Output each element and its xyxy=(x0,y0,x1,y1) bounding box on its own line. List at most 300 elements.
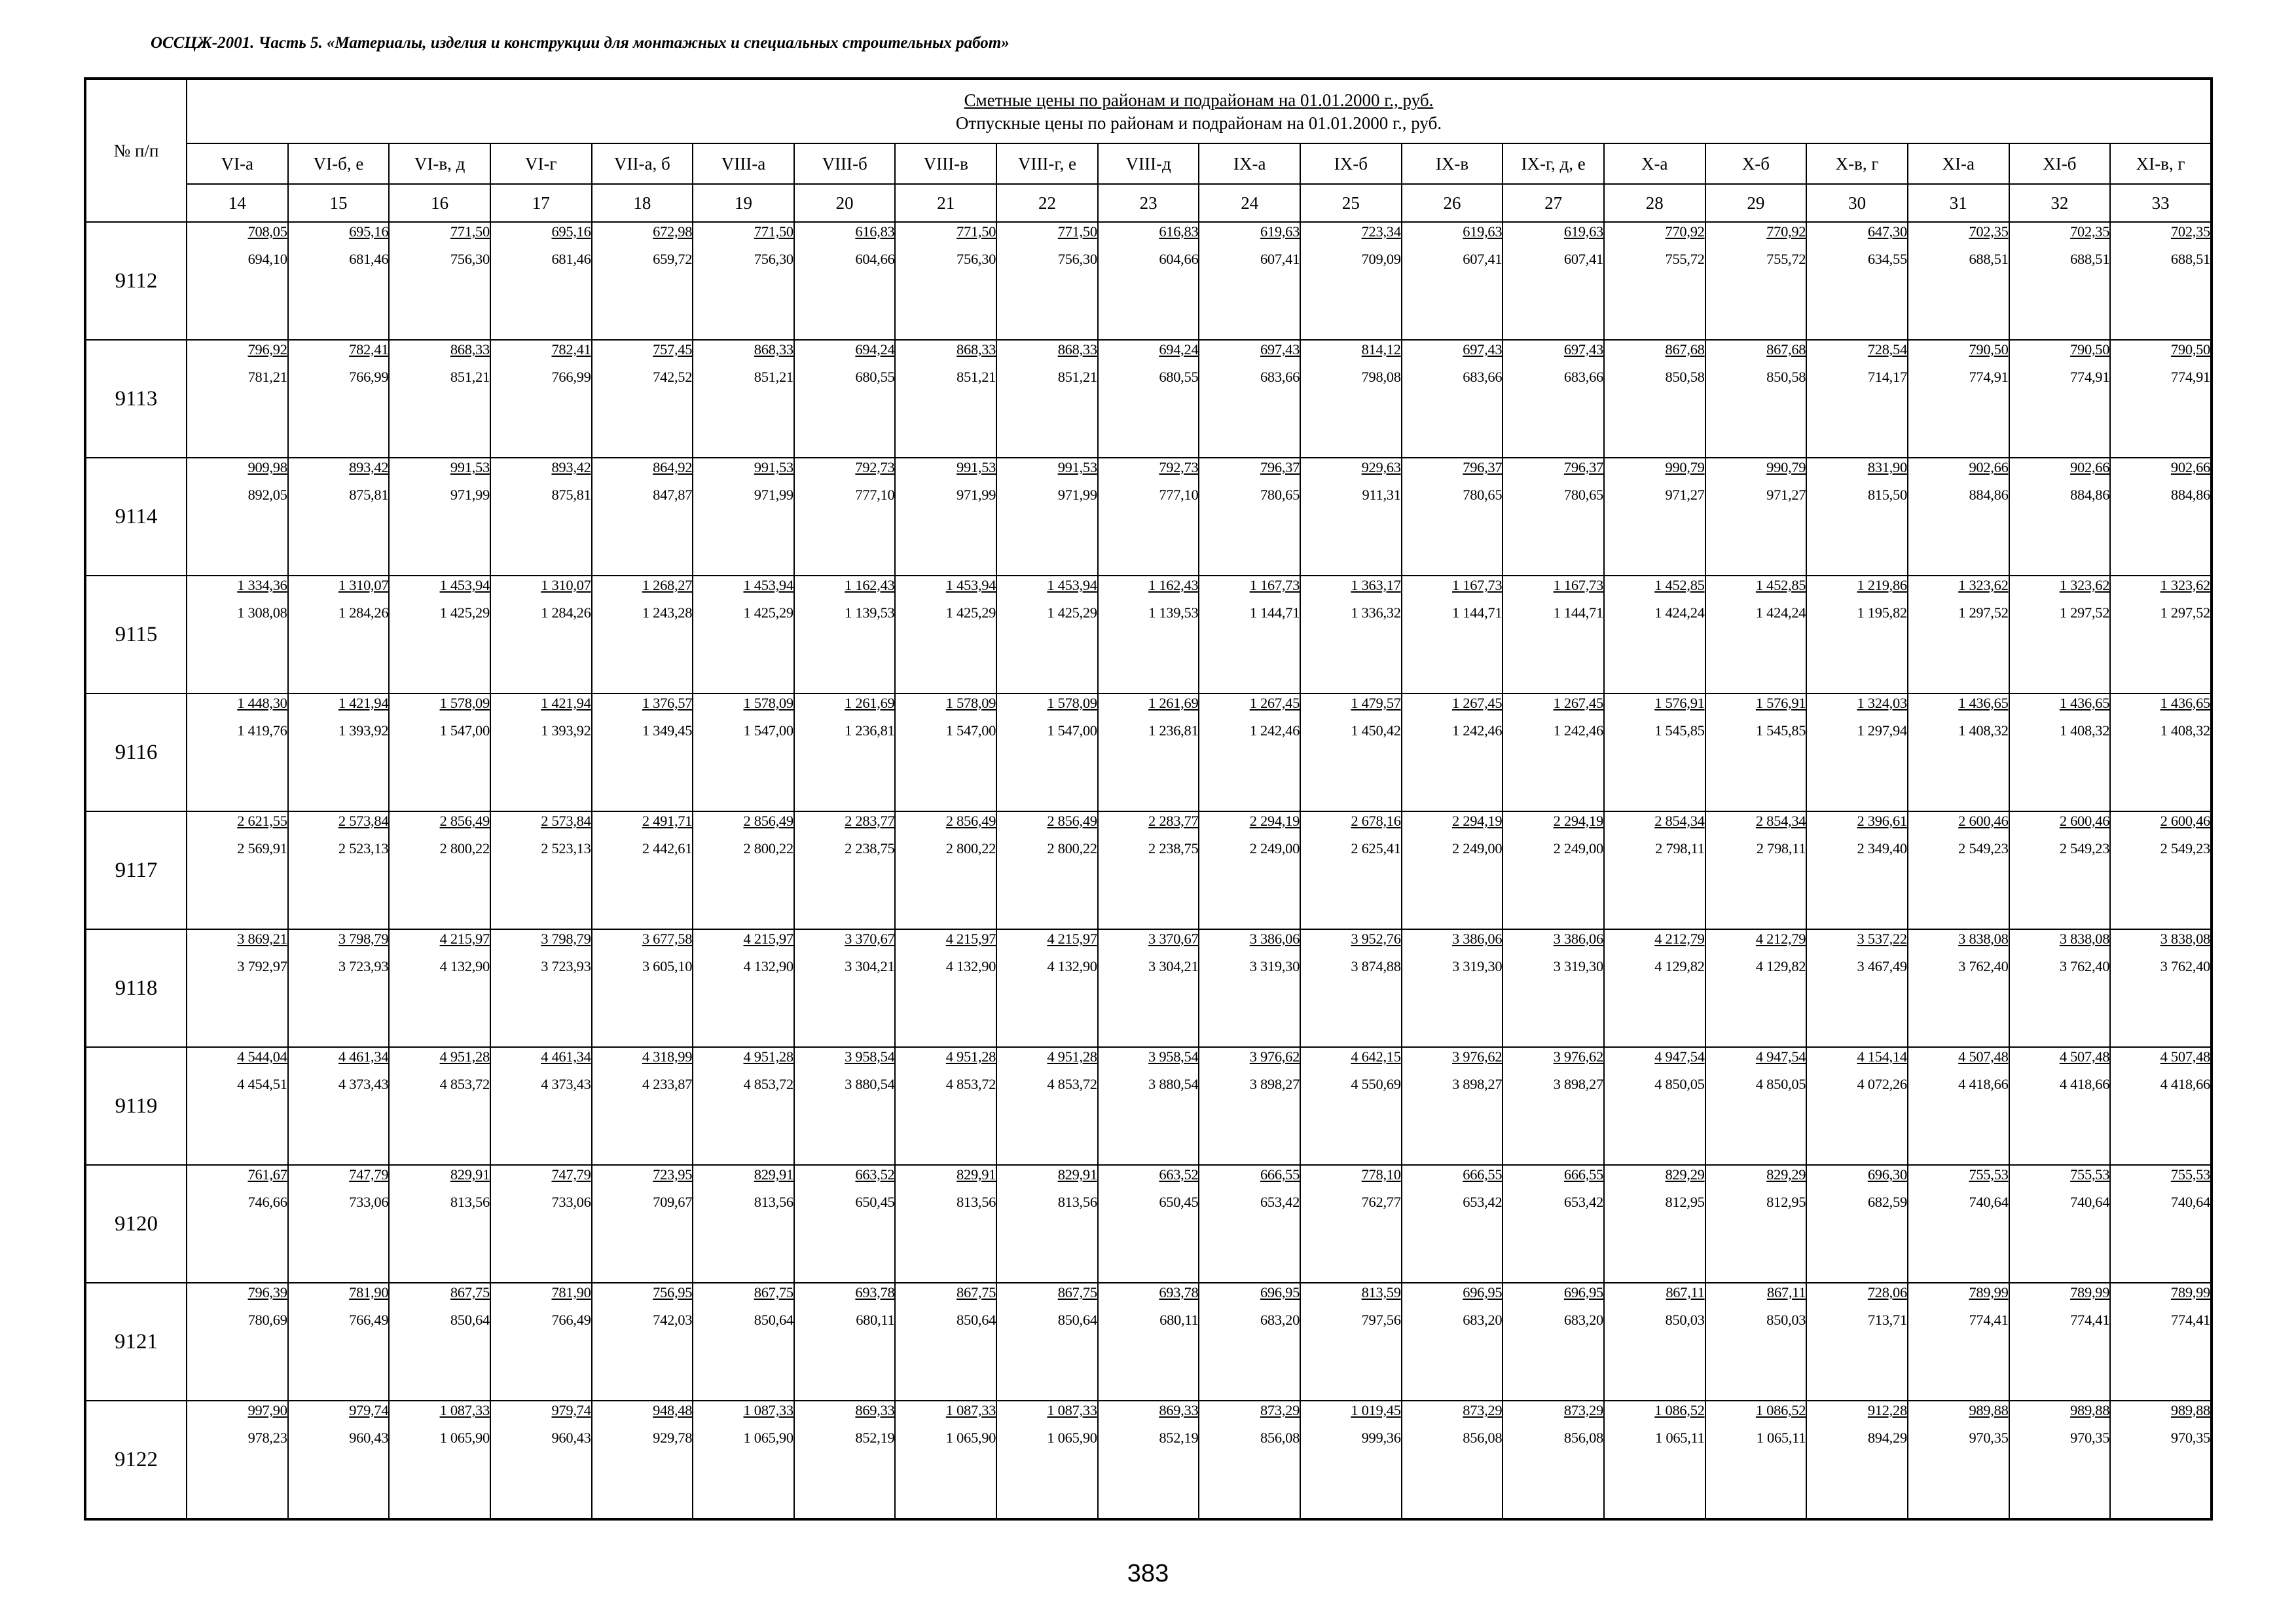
estimate-price: 616,83 xyxy=(1159,223,1199,240)
estimate-price: 663,52 xyxy=(855,1166,895,1183)
estimate-price: 1 310,07 xyxy=(338,577,389,593)
release-price: 1 424,24 xyxy=(1654,604,1705,621)
estimate-price: 1 167,73 xyxy=(1249,577,1300,593)
price-cell xyxy=(693,1283,794,1401)
estimate-price: 2 856,49 xyxy=(743,813,793,829)
row-number: 9113 xyxy=(85,340,187,458)
release-price: 2 800,22 xyxy=(945,840,996,857)
price-cell xyxy=(389,222,490,340)
release-price: 777,10 xyxy=(1159,487,1199,503)
release-price: 1 336,32 xyxy=(1351,604,1401,621)
release-price: 1 242,46 xyxy=(1249,722,1300,739)
estimate-price: 873,29 xyxy=(1563,1402,1603,1418)
price-cell xyxy=(1199,222,1300,340)
price-cell xyxy=(592,1283,693,1401)
release-price: 756,30 xyxy=(754,251,793,267)
price-cell xyxy=(895,576,996,693)
release-price: 3 723,93 xyxy=(541,958,591,974)
estimate-price: 663,52 xyxy=(1159,1166,1199,1183)
price-cell xyxy=(389,1283,490,1401)
price-cell xyxy=(693,340,794,458)
estimate-price: 1 479,57 xyxy=(1351,695,1401,711)
price-cell xyxy=(2110,576,2212,693)
estimate-price: 902,66 xyxy=(2070,459,2110,475)
estimate-price: 790,50 xyxy=(2070,341,2110,358)
estimate-price: 864,92 xyxy=(653,459,693,475)
estimate-price: 778,10 xyxy=(1361,1166,1401,1183)
price-cell xyxy=(693,811,794,929)
release-price: 911,31 xyxy=(1362,487,1401,503)
release-price: 3 898,27 xyxy=(1451,1076,1503,1092)
estimate-price: 1 452,85 xyxy=(1654,577,1705,593)
release-price: 683,20 xyxy=(1563,1312,1603,1328)
estimate-price: 2 294,19 xyxy=(1451,813,1503,829)
estimate-price: 2 856,49 xyxy=(439,813,490,829)
estimate-price: 616,83 xyxy=(855,223,895,240)
price-table xyxy=(84,77,2213,1521)
estimate-price: 697,43 xyxy=(1260,341,1300,358)
estimate-price: 902,66 xyxy=(1969,459,2009,475)
estimate-price: 1 578,09 xyxy=(1047,695,1097,711)
release-price: 1 284,26 xyxy=(338,604,389,621)
price-cell xyxy=(2110,1165,2212,1283)
price-cell xyxy=(1604,811,1705,929)
estimate-price: 702,35 xyxy=(1969,223,2009,240)
estimate-price: 790,50 xyxy=(2170,341,2210,358)
price-cell xyxy=(1402,1283,1503,1401)
release-price: 815,50 xyxy=(1867,487,1907,503)
release-price: 774,41 xyxy=(2170,1312,2210,1328)
district-header: X-б xyxy=(1705,143,1807,184)
price-cell xyxy=(1604,929,1705,1047)
table-row xyxy=(85,1165,2212,1283)
release-price: 884,86 xyxy=(2070,487,2110,503)
estimate-price: 771,50 xyxy=(754,223,793,240)
table-row xyxy=(85,222,2212,340)
price-cell xyxy=(2009,1165,2111,1283)
release-price: 3 605,10 xyxy=(642,958,693,974)
release-price: 875,81 xyxy=(349,487,389,503)
release-price: 971,27 xyxy=(1766,487,1806,503)
price-cell xyxy=(794,340,896,458)
estimate-price: 789,99 xyxy=(1969,1284,2009,1301)
price-cell xyxy=(1199,1165,1300,1283)
row-number: 9122 xyxy=(85,1401,187,1519)
price-cell xyxy=(1199,1283,1300,1401)
release-price: 742,52 xyxy=(653,369,693,385)
release-price: 1 545,85 xyxy=(1755,722,1806,739)
release-price: 4 072,26 xyxy=(1857,1076,1907,1092)
release-price: 850,64 xyxy=(957,1312,996,1328)
price-table-body xyxy=(85,79,2212,1519)
price-cell xyxy=(1705,576,1807,693)
release-price: 2 523,13 xyxy=(541,840,591,857)
price-cell xyxy=(490,576,592,693)
district-header: XI-б xyxy=(2009,143,2111,184)
price-cell xyxy=(693,693,794,811)
release-price: 2 800,22 xyxy=(743,840,793,857)
release-price: 850,58 xyxy=(1665,369,1705,385)
release-price: 1 424,24 xyxy=(1755,604,1806,621)
price-cell xyxy=(187,458,288,576)
release-price: 856,08 xyxy=(1563,1430,1603,1446)
estimate-price: 771,50 xyxy=(1057,223,1097,240)
price-cell xyxy=(1098,929,1199,1047)
release-price: 766,99 xyxy=(551,369,591,385)
table-title-cell xyxy=(187,79,2212,143)
title-estimate-prices: Сметные цены по районам и подрайонам на 01.01.2000 г., руб. xyxy=(964,90,1434,110)
estimate-price: 2 856,49 xyxy=(945,813,996,829)
release-price: 1 547,00 xyxy=(743,722,793,739)
estimate-price: 2 854,34 xyxy=(1654,813,1705,829)
price-cell xyxy=(1908,1165,2009,1283)
estimate-price: 3 386,06 xyxy=(1553,931,1603,947)
release-price: 762,77 xyxy=(1361,1194,1401,1210)
estimate-price: 4 544,04 xyxy=(237,1048,287,1065)
price-cell xyxy=(288,1401,390,1519)
release-price: 774,91 xyxy=(1969,369,2009,385)
estimate-price: 4 215,97 xyxy=(1047,931,1097,947)
release-price: 4 132,90 xyxy=(945,958,996,974)
price-cell xyxy=(2009,576,2111,693)
estimate-price: 868,33 xyxy=(1057,341,1097,358)
estimate-price: 989,88 xyxy=(1969,1402,2009,1418)
estimate-price: 2 396,61 xyxy=(1857,813,1907,829)
price-cell xyxy=(996,929,1098,1047)
release-price: 852,19 xyxy=(855,1430,895,1446)
estimate-price: 979,74 xyxy=(349,1402,389,1418)
column-header-no: № п/п xyxy=(85,79,187,222)
release-price: 851,21 xyxy=(450,369,490,385)
estimate-price: 1 261,69 xyxy=(1148,695,1199,711)
price-cell xyxy=(490,222,592,340)
district-header: VI-б, е xyxy=(288,143,390,184)
estimate-price: 4 154,14 xyxy=(1857,1048,1907,1065)
estimate-price: 2 283,77 xyxy=(1148,813,1199,829)
estimate-price: 1 162,43 xyxy=(845,577,895,593)
estimate-price: 771,50 xyxy=(957,223,996,240)
release-price: 852,19 xyxy=(1159,1430,1199,1446)
release-price: 1 425,29 xyxy=(945,604,996,621)
estimate-price: 3 958,54 xyxy=(1148,1048,1199,1065)
estimate-price: 991,53 xyxy=(450,459,490,475)
estimate-price: 789,99 xyxy=(2170,1284,2210,1301)
release-price: 3 762,40 xyxy=(2160,958,2210,974)
estimate-price: 991,53 xyxy=(957,459,996,475)
release-price: 1 547,00 xyxy=(439,722,490,739)
release-price: 2 625,41 xyxy=(1351,840,1401,857)
estimate-price: 790,50 xyxy=(1969,341,2009,358)
release-price: 780,69 xyxy=(247,1312,287,1328)
estimate-price: 2 600,46 xyxy=(2160,813,2210,829)
release-price: 607,41 xyxy=(1463,251,1503,267)
estimate-price: 868,33 xyxy=(754,341,793,358)
release-price: 892,05 xyxy=(247,487,287,503)
release-price: 607,41 xyxy=(1260,251,1300,267)
estimate-price: 1 086,52 xyxy=(1755,1402,1806,1418)
release-price: 688,51 xyxy=(2070,251,2110,267)
price-cell xyxy=(1908,1047,2009,1165)
release-price: 733,06 xyxy=(551,1194,591,1210)
table-row xyxy=(85,1283,2212,1401)
estimate-price: 829,91 xyxy=(754,1166,793,1183)
release-price: 1 393,92 xyxy=(338,722,389,739)
estimate-price: 3 370,67 xyxy=(1148,931,1199,947)
release-price: 960,43 xyxy=(551,1430,591,1446)
estimate-price: 1 453,94 xyxy=(945,577,996,593)
price-cell xyxy=(288,1283,390,1401)
estimate-price: 796,37 xyxy=(1463,459,1503,475)
estimate-price: 3 976,62 xyxy=(1553,1048,1603,1065)
release-price: 1 297,52 xyxy=(1958,604,2009,621)
price-cell xyxy=(794,1283,896,1401)
release-price: 797,56 xyxy=(1361,1312,1401,1328)
estimate-price: 1 323,62 xyxy=(2059,577,2110,593)
price-cell xyxy=(1908,576,2009,693)
estimate-price: 867,11 xyxy=(1666,1284,1705,1301)
price-cell xyxy=(693,1047,794,1165)
estimate-price: 3 386,06 xyxy=(1451,931,1503,947)
estimate-price: 867,75 xyxy=(754,1284,793,1301)
estimate-price: 796,39 xyxy=(247,1284,287,1301)
table-title-row xyxy=(85,79,2212,143)
price-cell xyxy=(1098,1401,1199,1519)
estimate-price: 697,43 xyxy=(1463,341,1503,358)
release-price: 740,64 xyxy=(2070,1194,2110,1210)
price-cell xyxy=(1503,693,1604,811)
estimate-price: 792,73 xyxy=(855,459,895,475)
release-price: 1 425,29 xyxy=(439,604,490,621)
price-cell xyxy=(2009,1283,2111,1401)
row-number: 9117 xyxy=(85,811,187,929)
estimate-price: 695,16 xyxy=(551,223,591,240)
estimate-price: 1 267,45 xyxy=(1553,695,1603,711)
release-price: 1 236,81 xyxy=(845,722,895,739)
release-price: 683,20 xyxy=(1463,1312,1503,1328)
price-cell xyxy=(1503,1283,1604,1401)
estimate-price: 4 215,97 xyxy=(743,931,793,947)
estimate-price: 1 453,94 xyxy=(1047,577,1097,593)
price-cell xyxy=(1705,929,1807,1047)
release-price: 742,03 xyxy=(653,1312,693,1328)
price-cell xyxy=(1199,811,1300,929)
column-number: 22 xyxy=(996,184,1098,222)
price-cell xyxy=(1705,811,1807,929)
price-cell xyxy=(1199,576,1300,693)
release-price: 970,35 xyxy=(1969,1430,2009,1446)
estimate-price: 666,55 xyxy=(1463,1166,1503,1183)
estimate-price: 1 219,86 xyxy=(1857,577,1907,593)
price-cell xyxy=(187,1047,288,1165)
estimate-price: 873,29 xyxy=(1260,1402,1300,1418)
estimate-price: 647,30 xyxy=(1867,223,1907,240)
release-price: 2 798,11 xyxy=(1756,840,1806,857)
price-cell xyxy=(1806,1165,1908,1283)
price-cell xyxy=(389,929,490,1047)
estimate-price: 1 324,03 xyxy=(1857,695,1907,711)
release-price: 1 065,90 xyxy=(1047,1430,1097,1446)
estimate-price: 1 087,33 xyxy=(1047,1402,1097,1418)
estimate-price: 695,16 xyxy=(349,223,389,240)
table-row xyxy=(85,458,2212,576)
column-number: 15 xyxy=(288,184,390,222)
price-cell xyxy=(1300,1283,1402,1401)
estimate-price: 867,75 xyxy=(450,1284,490,1301)
price-cell xyxy=(996,811,1098,929)
table-row xyxy=(85,693,2212,811)
price-cell xyxy=(1300,693,1402,811)
price-cell xyxy=(1908,458,2009,576)
price-cell xyxy=(1402,693,1503,811)
estimate-price: 3 386,06 xyxy=(1249,931,1300,947)
column-number: 30 xyxy=(1806,184,1908,222)
release-price: 774,41 xyxy=(1969,1312,2009,1328)
table-row xyxy=(85,811,2212,929)
estimate-price: 1 452,85 xyxy=(1755,577,1806,593)
district-header: IX-а xyxy=(1199,143,1300,184)
release-price: 2 442,61 xyxy=(642,840,693,857)
price-cell xyxy=(794,929,896,1047)
estimate-price: 991,53 xyxy=(754,459,793,475)
estimate-price: 1 421,94 xyxy=(541,695,591,711)
estimate-price: 2 854,34 xyxy=(1755,813,1806,829)
estimate-price: 789,99 xyxy=(2070,1284,2110,1301)
price-cell xyxy=(1199,340,1300,458)
price-cell xyxy=(288,458,390,576)
release-price: 1 139,53 xyxy=(845,604,895,621)
estimate-price: 755,53 xyxy=(2170,1166,2210,1183)
estimate-price: 2 600,46 xyxy=(2059,813,2110,829)
estimate-price: 3 869,21 xyxy=(237,931,287,947)
estimate-price: 4 318,99 xyxy=(642,1048,693,1065)
price-cell xyxy=(1402,458,1503,576)
estimate-price: 796,37 xyxy=(1260,459,1300,475)
price-cell xyxy=(895,1165,996,1283)
release-price: 1 547,00 xyxy=(945,722,996,739)
release-price: 774,91 xyxy=(2070,369,2110,385)
price-cell xyxy=(288,1047,390,1165)
release-price: 650,45 xyxy=(1159,1194,1199,1210)
price-cell xyxy=(1503,1165,1604,1283)
release-price: 884,86 xyxy=(2170,487,2210,503)
release-price: 777,10 xyxy=(855,487,895,503)
release-price: 1 065,11 xyxy=(1655,1430,1705,1446)
price-cell xyxy=(1705,1401,1807,1519)
release-price: 1 065,90 xyxy=(945,1430,996,1446)
price-cell xyxy=(2009,340,2111,458)
column-number: 32 xyxy=(2009,184,2111,222)
release-price: 2 238,75 xyxy=(845,840,895,857)
price-cell xyxy=(1503,458,1604,576)
price-cell xyxy=(1604,1047,1705,1165)
price-cell xyxy=(1503,222,1604,340)
price-cell xyxy=(1402,576,1503,693)
estimate-price: 755,53 xyxy=(2070,1166,2110,1183)
estimate-price: 4 461,34 xyxy=(541,1048,591,1065)
release-price: 1 297,52 xyxy=(2059,604,2110,621)
release-price: 680,11 xyxy=(1159,1312,1199,1328)
estimate-price: 3 952,76 xyxy=(1351,931,1401,947)
estimate-price: 929,63 xyxy=(1361,459,1401,475)
column-number: 18 xyxy=(592,184,693,222)
column-number-row xyxy=(85,184,2212,222)
release-price: 4 233,87 xyxy=(642,1076,693,1092)
estimate-price: 1 448,30 xyxy=(237,695,287,711)
release-price: 2 349,40 xyxy=(1857,840,1907,857)
release-price: 683,66 xyxy=(1463,369,1503,385)
estimate-price: 4 507,48 xyxy=(2160,1048,2210,1065)
price-cell xyxy=(1908,222,2009,340)
price-cell xyxy=(1705,340,1807,458)
estimate-price: 781,90 xyxy=(349,1284,389,1301)
price-cell xyxy=(996,1165,1098,1283)
estimate-price: 792,73 xyxy=(1159,459,1199,475)
district-header-row xyxy=(85,143,2212,184)
estimate-price: 757,45 xyxy=(653,341,693,358)
estimate-price: 4 951,28 xyxy=(743,1048,793,1065)
release-price: 766,49 xyxy=(551,1312,591,1328)
price-cell xyxy=(1199,458,1300,576)
estimate-price: 4 461,34 xyxy=(338,1048,389,1065)
release-price: 4 132,90 xyxy=(1047,958,1097,974)
estimate-price: 666,55 xyxy=(1563,1166,1603,1183)
district-header: VI-а xyxy=(187,143,288,184)
estimate-price: 1 576,91 xyxy=(1755,695,1806,711)
release-price: 999,36 xyxy=(1361,1430,1401,1446)
table-row xyxy=(85,1047,2212,1165)
estimate-price: 1 087,33 xyxy=(743,1402,793,1418)
release-price: 875,81 xyxy=(551,487,591,503)
price-cell xyxy=(1806,693,1908,811)
estimate-price: 869,33 xyxy=(855,1402,895,1418)
price-cell xyxy=(389,1401,490,1519)
estimate-price: 829,29 xyxy=(1766,1166,1806,1183)
row-number: 9120 xyxy=(85,1165,187,1283)
price-cell xyxy=(2110,693,2212,811)
release-price: 1 425,29 xyxy=(743,604,793,621)
document-header: ОССЦЖ-2001. Часть 5. «Материалы, изделия и конструкции для монтажных и специальных строительных работ» xyxy=(151,34,1010,52)
estimate-price: 4 947,54 xyxy=(1755,1048,1806,1065)
price-cell xyxy=(895,1401,996,1519)
row-number: 9121 xyxy=(85,1283,187,1401)
price-cell xyxy=(2110,811,2212,929)
estimate-price: 770,92 xyxy=(1766,223,1806,240)
price-cell xyxy=(895,929,996,1047)
estimate-price: 755,53 xyxy=(1969,1166,2009,1183)
district-header: VIII-б xyxy=(794,143,896,184)
price-cell xyxy=(592,222,693,340)
release-price: 1 547,00 xyxy=(1047,722,1097,739)
price-cell xyxy=(2110,1283,2212,1401)
district-header: VIII-а xyxy=(693,143,794,184)
release-price: 2 549,23 xyxy=(2160,840,2210,857)
release-price: 851,21 xyxy=(957,369,996,385)
estimate-price: 2 573,84 xyxy=(338,813,389,829)
release-price: 709,67 xyxy=(653,1194,693,1210)
estimate-price: 1 087,33 xyxy=(945,1402,996,1418)
estimate-price: 867,75 xyxy=(1057,1284,1097,1301)
release-price: 3 319,30 xyxy=(1553,958,1603,974)
release-price: 653,42 xyxy=(1260,1194,1300,1210)
release-price: 1 144,71 xyxy=(1553,604,1603,621)
column-number: 20 xyxy=(794,184,896,222)
release-price: 604,66 xyxy=(1159,251,1199,267)
district-header: X-в, г xyxy=(1806,143,1908,184)
estimate-price: 997,90 xyxy=(247,1402,287,1418)
estimate-price: 2 856,49 xyxy=(1047,813,1097,829)
release-price: 766,99 xyxy=(349,369,389,385)
release-price: 971,99 xyxy=(957,487,996,503)
